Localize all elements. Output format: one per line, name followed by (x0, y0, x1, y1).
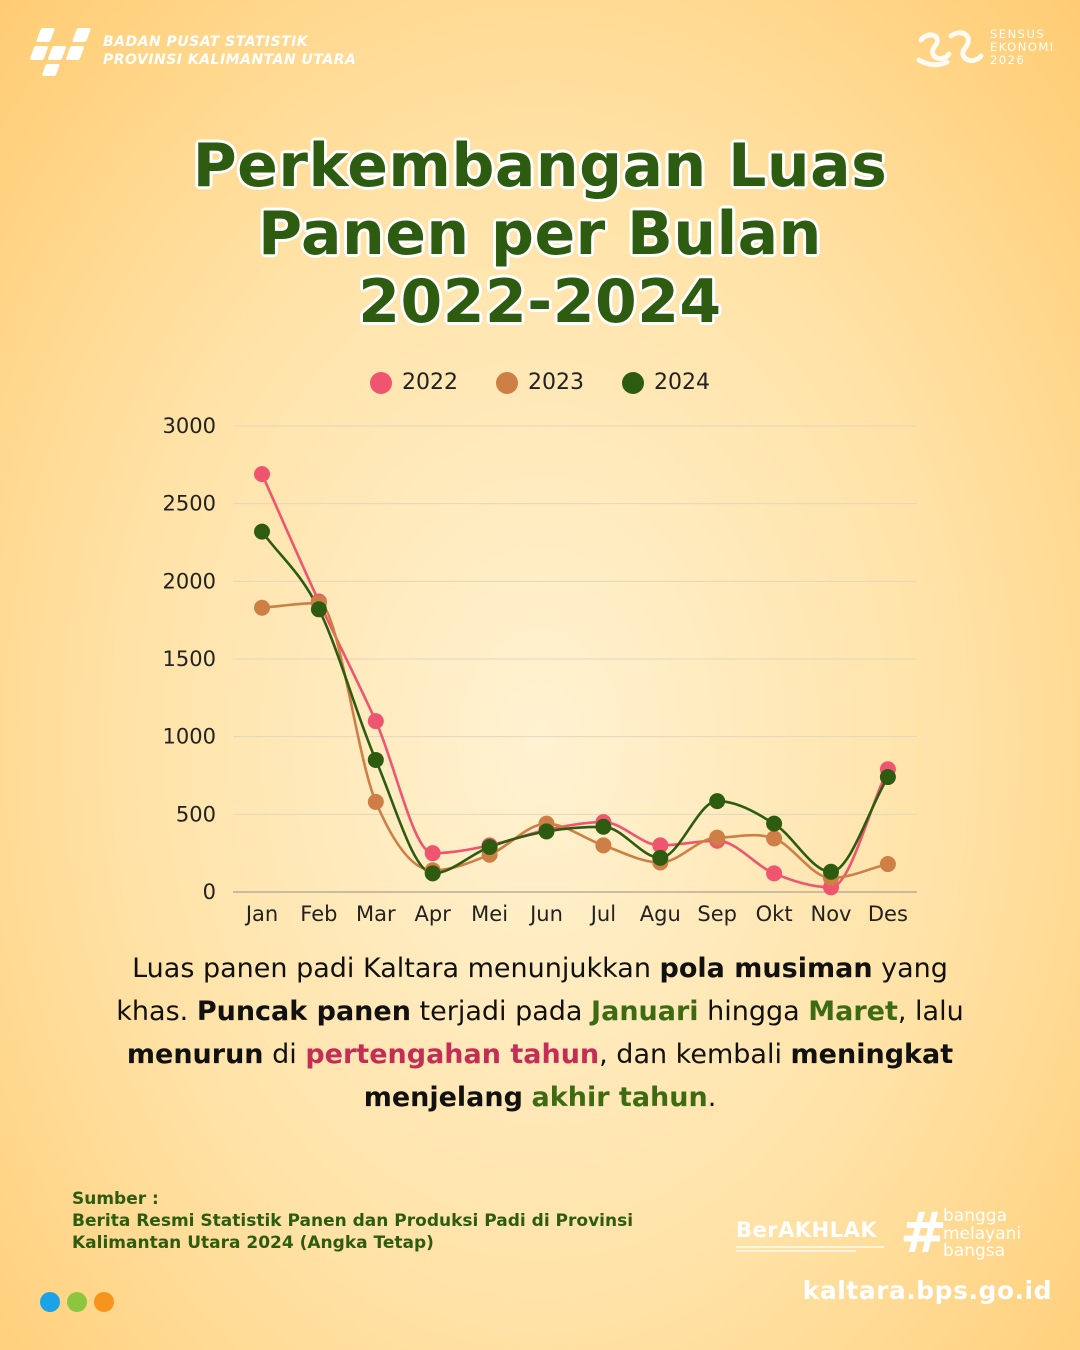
legend-item-2024 (622, 370, 710, 395)
x-tick-label: Apr (414, 902, 451, 926)
x-tick-label: Mar (355, 902, 396, 926)
bangga-line-3: bangsa (943, 1241, 1006, 1261)
legend-marker-2024 (622, 372, 644, 394)
data-point-2023-des (880, 856, 896, 872)
legend-label-2022: 2022 (402, 370, 458, 395)
sensus-line-1: SENSUS (990, 27, 1046, 41)
desc-bold-puncak-panen: Puncak panen (196, 996, 411, 1027)
data-point-2024-nov (823, 864, 839, 880)
x-tick-label: Okt (755, 902, 793, 926)
desc-part-3: terjadi pada (410, 996, 592, 1027)
data-point-2023-mar (368, 794, 384, 810)
line-chart (0, 400, 1080, 940)
desc-highlight-pertengahan-tahun: pertengahan tahun (305, 1039, 600, 1070)
org-line-1: BADAN PUSAT STATISTIK (103, 34, 309, 50)
data-point-2023-jan (254, 600, 270, 616)
source-line-2: Kalimantan Utara 2024 (Angka Tetap) (72, 1233, 434, 1253)
x-tick-label: Nov (810, 902, 852, 926)
sensus-line-3: 2026 (990, 53, 1026, 67)
y-tick-label: 2500 (162, 491, 216, 516)
organization-name (103, 33, 356, 69)
data-point-2022-okt (766, 865, 782, 881)
desc-part-5: , lalu (897, 996, 964, 1027)
data-point-2024-des (880, 769, 896, 785)
legend-label-2024: 2024 (654, 370, 710, 395)
desc-part-6: di (263, 1039, 306, 1070)
data-point-2022-apr (425, 845, 441, 861)
y-tick-label: 500 (175, 802, 216, 827)
desc-bold-meningkat-menjelang: meningkat menjelang (363, 1039, 954, 1113)
y-tick-label: 0 (202, 880, 216, 904)
legend-label-2023: 2023 (528, 370, 584, 395)
title-line-3: 2022-2024 (358, 267, 722, 337)
source-line-1: Berita Resmi Statistik Panen dan Produksi Padi di Provinsi (72, 1211, 634, 1231)
x-tick-label: Agu (639, 902, 681, 926)
sensus-line-2: EKONOMI (990, 40, 1055, 54)
legend-item-2023 (496, 370, 584, 395)
bangga-line-1: bangga (943, 1206, 1007, 1226)
bangga-line-2: melayani (943, 1223, 1022, 1244)
data-point-2023-jul (595, 837, 611, 853)
title-line-1: Perkembangan Luas (192, 131, 888, 201)
hashtag-icon: # (900, 1201, 947, 1266)
x-tick-label: Jul (590, 902, 617, 926)
data-point-2022-mar (368, 713, 384, 729)
y-tick-label: 1500 (162, 647, 216, 671)
series-line-2023 (262, 603, 888, 878)
data-point-2023-okt (766, 830, 782, 846)
y-tick-label: 3000 (162, 414, 216, 438)
desc-part-9: . (707, 1082, 717, 1113)
desc-highlight-akhir-tahun: akhir tahun (531, 1082, 708, 1113)
x-tick-label: Jan (245, 902, 279, 926)
desc-highlight-maret: Maret (808, 996, 898, 1027)
source-note (72, 1188, 633, 1254)
legend-item-2022 (370, 370, 458, 395)
orange-dot-icon (94, 1292, 114, 1312)
x-tick-label: Sep (697, 902, 737, 926)
data-point-2024-jun (539, 823, 555, 839)
data-point-2024-okt (766, 816, 782, 832)
desc-part-8 (523, 1082, 532, 1113)
desc-bold-pola-musiman: pola musiman (659, 953, 873, 984)
berakhlak-tagline-graphic (736, 1244, 886, 1254)
page-title (90, 132, 990, 336)
desc-part-2: yang khas. (116, 953, 948, 1027)
source-label: Sumber : (72, 1189, 159, 1209)
bangga-melayani-bangsa-logo (943, 1208, 1021, 1261)
y-tick-label: 1000 (162, 724, 216, 749)
data-point-2024-apr (425, 865, 441, 881)
desc-part-7: , dan kembali (599, 1039, 791, 1070)
green-dot-icon (67, 1292, 87, 1312)
sensus-ekonomi-label (990, 28, 1055, 67)
data-point-2022-jan (254, 466, 270, 482)
desc-part-1: Luas panen padi Kaltara menunjukkan (132, 953, 660, 984)
data-point-2023-sep (709, 830, 725, 846)
desc-highlight-januari: Januari (591, 996, 699, 1027)
title-line-2: Panen per Bulan (258, 199, 822, 269)
x-tick-label: Des (867, 902, 908, 926)
desc-part-4: hingga (698, 996, 809, 1027)
berakhlak-logo: BerAKHLAK (736, 1218, 878, 1242)
decorative-dots (40, 1292, 114, 1312)
data-point-2024-feb (311, 601, 327, 617)
legend-marker-2023 (496, 372, 518, 394)
sensus-ekonomi-logo-icon (915, 26, 985, 72)
y-tick-label: 2000 (162, 569, 216, 594)
bps-logo-icon (22, 20, 97, 80)
data-point-2024-sep (709, 793, 725, 809)
desc-bold-menurun: menurun (126, 1039, 264, 1070)
series-line-2022 (262, 474, 888, 887)
data-point-2024-jan (254, 524, 270, 540)
website-link[interactable]: kaltara.bps.go.id (802, 1276, 1052, 1305)
data-point-2024-mar (368, 752, 384, 768)
x-tick-label: Jun (530, 902, 563, 926)
org-line-2: PROVINSI KALIMANTAN UTARA (103, 52, 357, 68)
data-point-2024-mei (482, 839, 498, 855)
chart-legend (0, 370, 1080, 395)
series-line-2024 (262, 532, 888, 874)
data-point-2024-agu (652, 850, 668, 866)
description-text (110, 947, 970, 1119)
x-tick-label: Feb (300, 902, 338, 926)
data-point-2024-jul (595, 819, 611, 835)
legend-marker-2022 (370, 372, 392, 394)
blue-dot-icon (40, 1292, 60, 1312)
x-tick-label: Mei (471, 902, 509, 926)
